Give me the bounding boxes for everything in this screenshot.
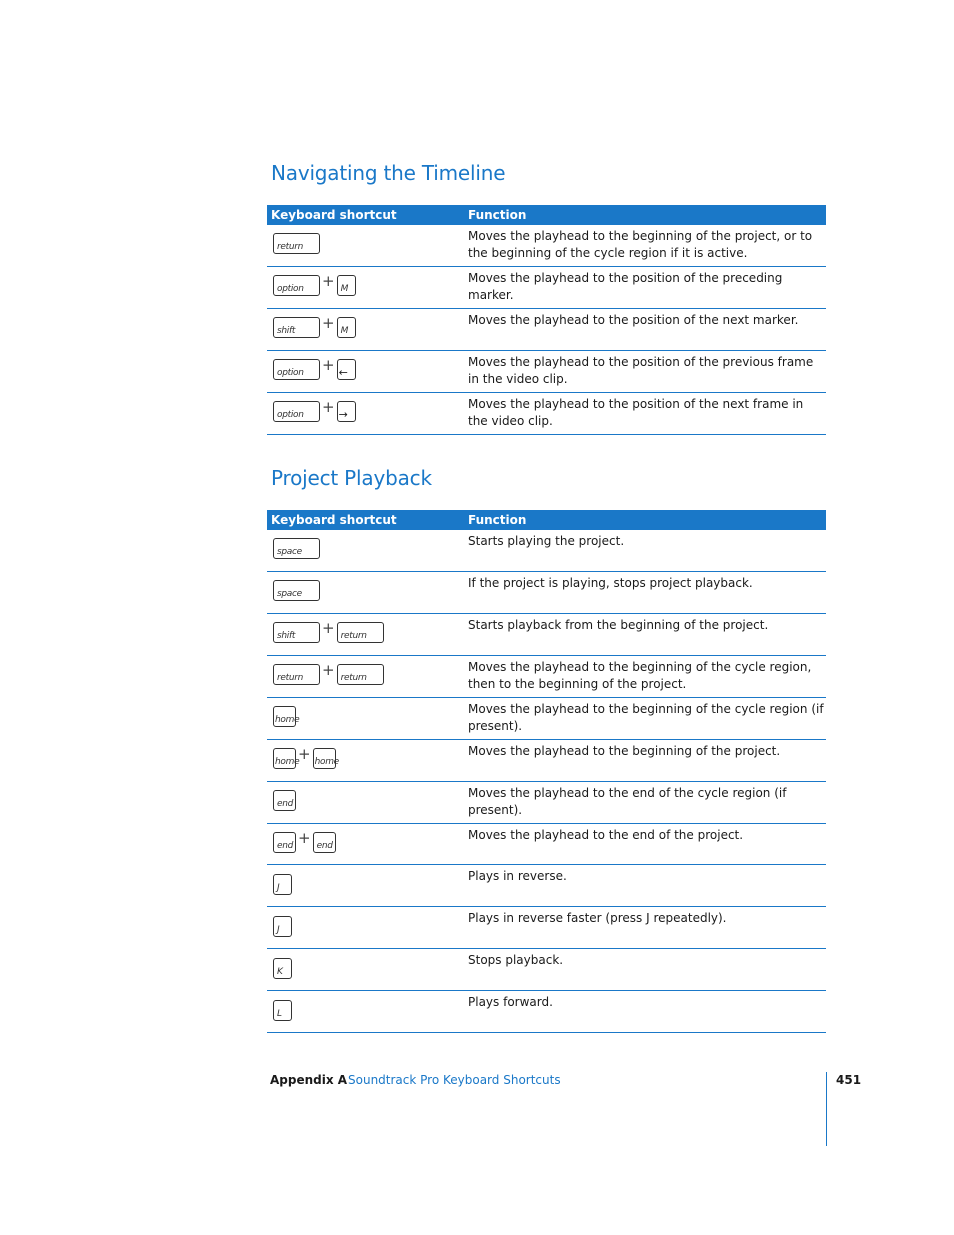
plus-sign: +	[322, 619, 335, 637]
table-row	[267, 782, 826, 824]
end-key: end	[273, 790, 296, 811]
section-title-navigating: Navigating the Timeline	[271, 161, 506, 185]
function-text: Starts playback from the beginning of the project.	[468, 618, 769, 632]
home-key: home	[273, 748, 296, 769]
right-arrow-key-icon: →	[337, 401, 356, 422]
page-number: 451	[836, 1073, 862, 1087]
m-key: M	[337, 275, 356, 296]
footer-chapter-link[interactable]: Soundtrack Pro Keyboard Shortcuts	[348, 1073, 561, 1087]
function-text: Plays in reverse.	[468, 869, 567, 883]
table-row	[267, 225, 826, 267]
table-row	[267, 907, 826, 949]
playback-shortcut-table	[267, 510, 826, 1033]
function-text: Moves the playhead to the position of the previous frame in the video clip.	[468, 355, 814, 386]
table-row	[267, 824, 826, 865]
plus-sign: +	[298, 745, 311, 763]
home-key: home	[273, 706, 296, 727]
table-row	[267, 530, 826, 572]
header-function: Function	[468, 208, 527, 222]
table-row	[267, 949, 826, 991]
option-key: option	[273, 359, 320, 380]
function-text: Moves the playhead to the end of the project.	[468, 828, 744, 842]
header-keyboard-shortcut: Keyboard shortcut	[271, 513, 397, 527]
plus-sign: +	[298, 829, 311, 847]
end-key: end	[273, 832, 296, 853]
table-row	[267, 865, 826, 907]
left-arrow-key-icon: ←	[337, 359, 356, 380]
function-text: Moves the playhead to the position of the next frame in the video clip.	[468, 397, 804, 428]
return-key: return	[337, 664, 384, 685]
m-key: M	[337, 317, 356, 338]
table-header	[267, 205, 826, 225]
function-text: Moves the playhead to the end of the cycle region (if present).	[468, 786, 787, 817]
table-row	[267, 267, 826, 309]
header-keyboard-shortcut: Keyboard shortcut	[271, 208, 397, 222]
table-row	[267, 309, 826, 351]
return-key: return	[337, 622, 384, 643]
space-key: space	[273, 580, 320, 601]
function-text: Moves the playhead to the beginning of the project.	[468, 744, 781, 758]
plus-sign: +	[322, 272, 335, 290]
navigation-shortcut-table	[267, 205, 826, 435]
function-text: If the project is playing, stops project playback.	[468, 576, 753, 590]
function-text: Plays in reverse faster (press J repeatedly).	[468, 911, 727, 925]
j-key: J	[273, 916, 292, 937]
plus-sign: +	[322, 661, 335, 679]
table-row	[267, 351, 826, 393]
return-key: return	[273, 233, 320, 254]
home-key: home	[313, 748, 336, 769]
plus-sign: +	[322, 314, 335, 332]
l-key: L	[273, 1000, 292, 1021]
table-row	[267, 656, 826, 698]
end-key: end	[313, 832, 336, 853]
function-text: Moves the playhead to the position of the preceding marker.	[468, 271, 783, 302]
table-row	[267, 614, 826, 656]
return-key: return	[273, 664, 320, 685]
function-text: Plays forward.	[468, 995, 553, 1009]
footer-appendix-label: Appendix A	[270, 1073, 348, 1087]
plus-sign: +	[322, 356, 335, 374]
space-key: space	[273, 538, 320, 559]
function-text: Starts playing the project.	[468, 534, 625, 548]
table-row	[267, 740, 826, 782]
footer-divider	[826, 1072, 827, 1146]
option-key: option	[273, 401, 320, 422]
header-function: Function	[468, 513, 527, 527]
shift-key: shift	[273, 622, 320, 643]
function-text: Moves the playhead to the beginning of the project, or to the beginning of the cycle region if it is active.	[468, 229, 813, 260]
function-text: Moves the playhead to the beginning of the cycle region (if present).	[468, 702, 824, 733]
table-header	[267, 510, 826, 530]
table-row	[267, 572, 826, 614]
k-key: K	[273, 958, 292, 979]
table-row	[267, 698, 826, 740]
function-text: Stops playback.	[468, 953, 564, 967]
function-text: Moves the playhead to the position of the next marker.	[468, 313, 799, 327]
section-title-playback: Project Playback	[271, 466, 432, 490]
function-text: Moves the playhead to the beginning of the cycle region, then to the beginning of the project.	[468, 660, 812, 691]
plus-sign: +	[322, 398, 335, 416]
option-key: option	[273, 275, 320, 296]
table-row	[267, 393, 826, 435]
j-key: J	[273, 874, 292, 895]
shift-key: shift	[273, 317, 320, 338]
table-row	[267, 991, 826, 1033]
